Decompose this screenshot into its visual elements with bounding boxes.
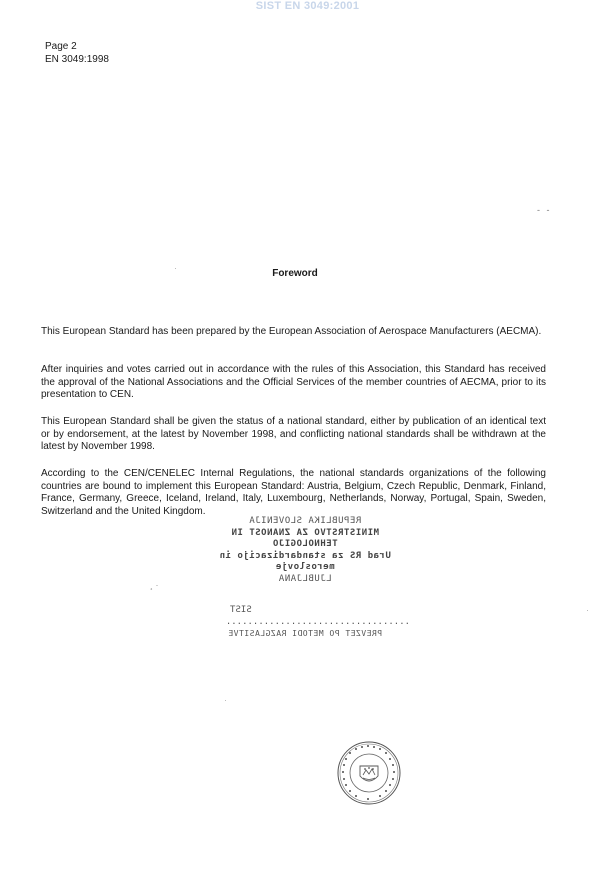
stamp-line-6: PREVZET PO METODI RAZGLASITVE bbox=[227, 629, 383, 638]
scan-dot bbox=[587, 610, 588, 611]
official-seal-icon bbox=[336, 740, 402, 806]
scan-dot bbox=[175, 268, 176, 269]
paragraph-3: This European Standard shall be given the status of a national standard, either by publication of an identical text or by endorsement, at the latest by November 1998, and conflicting national standards shall be withdrawn at the latest by November 1998. bbox=[41, 416, 546, 452]
paragraph-1: This European Standard has been prepared by the European Association of Aerospace Manufacturers (AECMA). bbox=[41, 326, 542, 337]
paragraph-4: According to the CEN/CENELEC Internal Regulations, the national standards organizations of the following countries are bound to implement this European Standard: Austria, Belgium, Czech Republic, Denmark, Finland, France, Germany, Greece, Iceland, Ireland, Italy, Luxembourg, Netherlands, Norway, Portugal, Spain, Sweden, Switzerland and the United Kingdom. bbox=[41, 468, 546, 517]
stamp-line-1: REPUBLIKA SLOVENIJA bbox=[248, 516, 362, 526]
scan-specks: - - bbox=[537, 205, 552, 215]
watermark: SIST EN 3049:2001 bbox=[255, 0, 360, 12]
page-number: Page 2 bbox=[45, 41, 77, 52]
page-title: Foreword bbox=[272, 268, 318, 279]
scan-dot bbox=[225, 700, 226, 701]
standard-number: EN 3049:1998 bbox=[45, 54, 109, 65]
stamp-line-5: SIST .................................. bbox=[225, 605, 410, 627]
page-header bbox=[45, 40, 109, 66]
stamp-line-2: MINISTRSTVO ZA ZNANOST IN TEHNOLOGIJO bbox=[231, 527, 379, 549]
scan-tick: ¸ · bbox=[150, 580, 159, 590]
stamp-line-4: LJUBLJANA bbox=[278, 573, 332, 584]
stamp-line-3: Urad RS za standardizacijo in meroslovje bbox=[219, 550, 391, 572]
registration-stamp bbox=[200, 516, 410, 640]
paragraph-2: After inquiries and votes carried out in accordance with the rules of this Association, this Standard has received the approval of the National Associations and the Official Services of the member countries of AECMA, prior to its presentation to CEN. bbox=[41, 364, 546, 400]
